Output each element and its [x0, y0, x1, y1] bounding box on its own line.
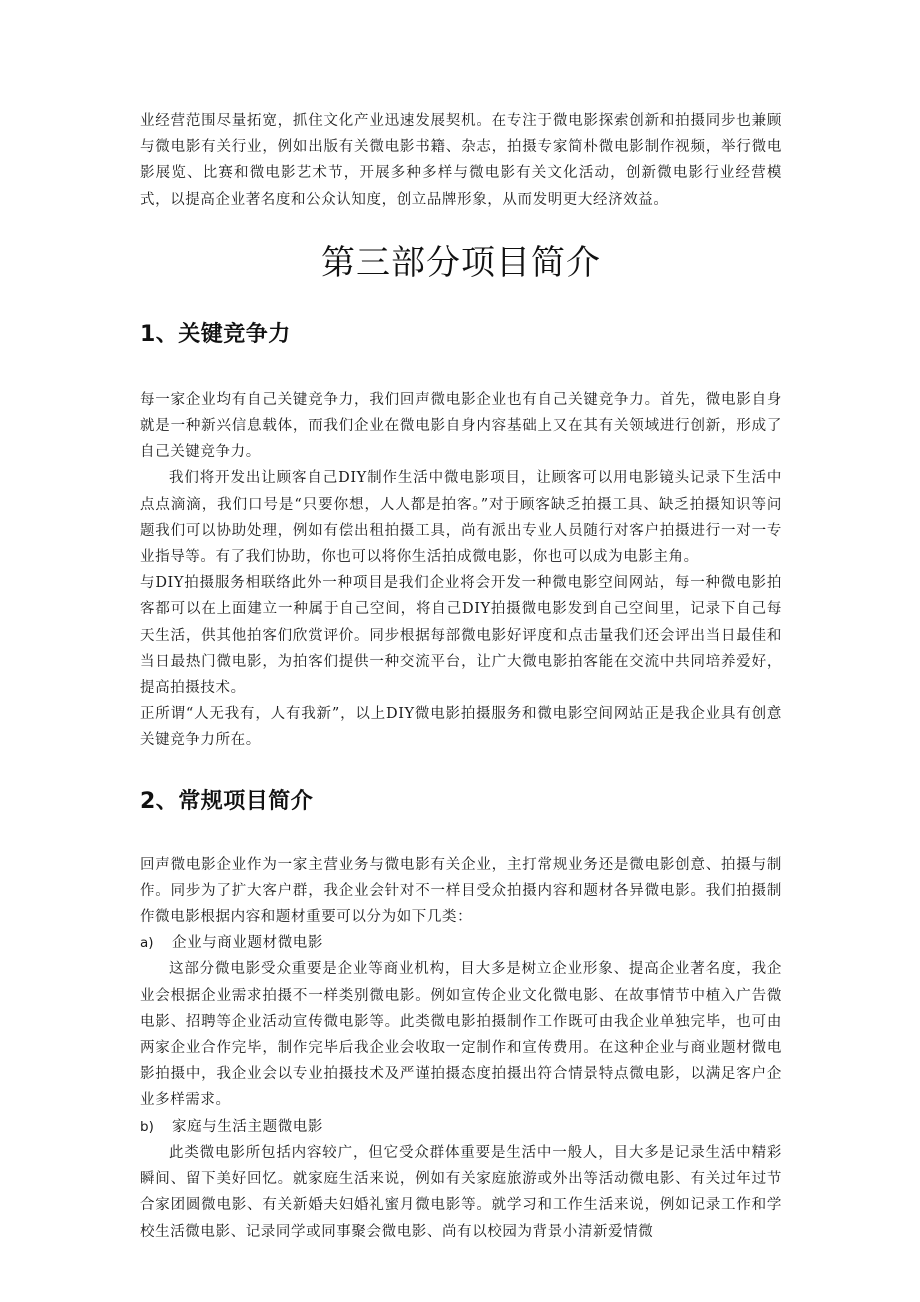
section1-paragraph-2: 我们将开发出让顾客自己DIY制作生活中微电影项目，让顾客可以用电影镜头记录下生活中点点滴滴，我们口号是“只要你想，人人都是拍客。”对于顾客缺乏拍摄工具、缺乏拍摄知识等问题我们可以协助处理，例如有偿出租拍摄工具，尚有派出专业人员随行对客户拍摄进行一对一专业指导等。有了我们协助，你也可以将你生活拍成微电影，你也可以成为电影主角。 [140, 470, 782, 566]
list-item-a [140, 930, 782, 956]
intro-paragraph: 业经营范围尽量拓宽，抓住文化产业迅速发展契机。在专注于微电影探索创新和拍摄同步也兼顾与微电影有关行业，例如出版有关微电影书籍、杂志，拍摄专家简朴微电影制作视频，举行微电影展览、比赛和微电影艺术节，开展多种多样与微电影有关文化活动，创新微电影行业经营模式，以提高企业著名度和公众认知度，创立品牌形象，从而发明更大经济效益。 [140, 113, 782, 208]
section1-paragraph-1: 每一家企业均有自己关键竞争力，我们回声微电影企业也有自己关键竞争力。首先，微电影自身就是一种新兴信息载体，而我们企业在微电影自身内容基础上又在其有关领域进行创新，形成了自己关键竞争力。 [140, 391, 782, 461]
list-marker-a: a) [140, 935, 154, 952]
list-body-b: 此类微电影所包括内容较广，但它受众群体重要是生活中一般人，目大多是记录生活中精彩瞬间、留下美好回忆。就家庭生活来说，例如有关家庭旅游或外出等活动微电影、有关过年过节合家团圆微电影、有关新婚夫妇婚礼蜜月微电影等。就学习和工作生活来说，例如记录工作和学校生活微电影、记录同学或同事聚会微电影、尚有以校园为背景小清新爱情微 [140, 1144, 782, 1240]
section2-intro-paragraph: 回声微电影企业作为一家主营业务与微电影有关企业，主打常规业务还是微电影创意、拍摄与制作。同步为了扩大客户群，我企业会针对不一样目受众拍摄内容和题材各异微电影。我们拍摄制作微电影根据内容和题材重要可以分为如下几类： [140, 856, 782, 926]
section1-paragraph-3: 与DIY拍摄服务相联络此外一种项目是我们企业将会开发一种微电影空间网站，每一种微电影拍客都可以在上面建立一种属于自己空间，将自己DIY拍摄微电影发到自己空间里，记录下自己每天生活，供其他拍客们欣赏评价。同步根据每部微电影好评度和点击量我们还会评出当日最佳和当日最热门微电影，为拍客们提供一种交流平台，让广大微电影拍客能在交流中共同培养爱好，提高拍摄技术。 [140, 575, 782, 697]
document-page [140, 108, 782, 1245]
list-title-a: 企业与商业题材微电影 [172, 935, 323, 952]
list-body-a: 这部分微电影受众重要是企业等商业机构，目大多是树立企业形象、提高企业著名度，我企业会根据企业需求拍摄不一样类别微电影。例如宣传企业文化微电影、在故事情节中植入广告微电影、招聘等企业活动宣传微电影等。此类微电影拍摄制作工作既可由我企业单独完毕，也可由两家企业合作完毕，制作完毕后我企业会收取一定制作和宣传费用。在这种企业与商业题材微电影拍摄中，我企业会以专业拍摄技术及严谨拍摄态度拍摄出符合情景特点微电影，以满足客户企业多样需求。 [140, 961, 782, 1109]
section-heading-core-competitiveness: 1、关键竞争力 [140, 321, 291, 347]
list-item-b [140, 1114, 782, 1140]
list-title-b: 家庭与生活主题微电影 [172, 1118, 323, 1135]
list-marker-b: b) [140, 1118, 154, 1135]
section1-paragraph-4: 正所谓“人无我有，人有我新”，以上DIY微电影拍摄服务和微电影空间网站正是我企业具有创意关键竞争力所在。 [140, 706, 782, 749]
section-heading-regular-projects: 2、常规项目简介 [140, 788, 314, 814]
part-title: 第三部分项目简介 [321, 242, 601, 283]
